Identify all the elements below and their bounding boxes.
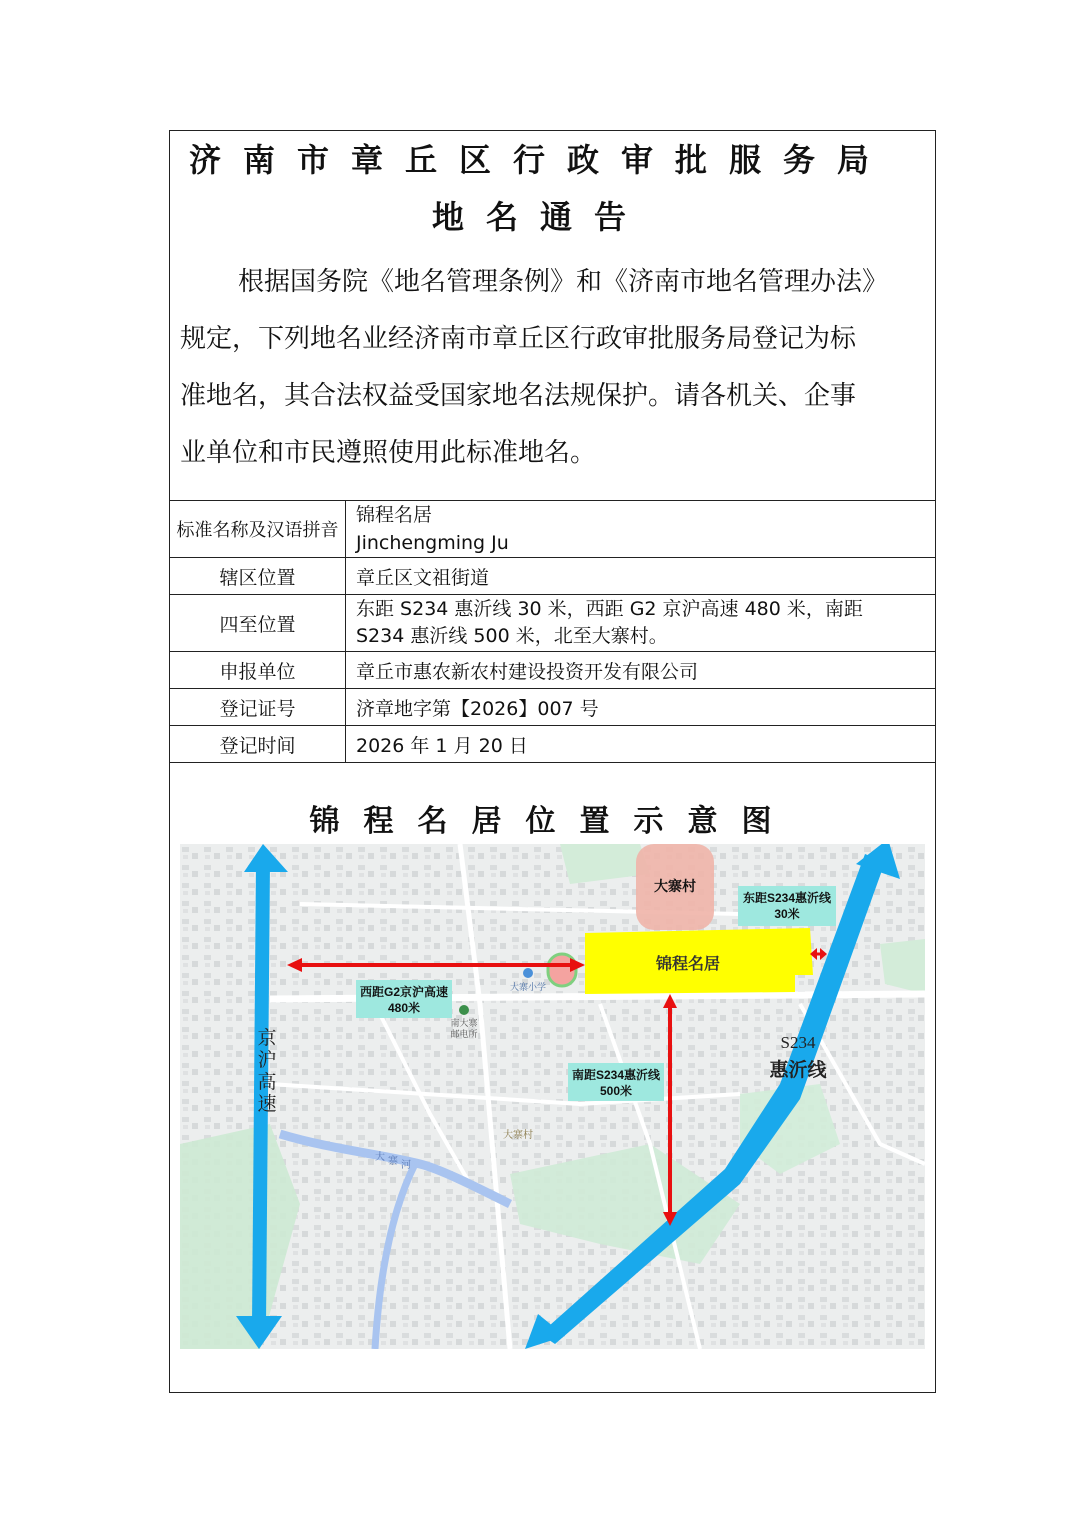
table-row	[170, 689, 936, 726]
post-office-icon	[459, 1005, 469, 1015]
row-label: 申报单位	[170, 652, 346, 689]
west-label-line2: 480米	[387, 1001, 421, 1015]
post-label-line1: 南大寨	[450, 1018, 478, 1028]
value-line: Jinchengming Ju	[356, 532, 509, 554]
location-map	[180, 844, 925, 1349]
table-row	[170, 501, 936, 558]
east-label-line1: 东距S234惠沂线	[742, 891, 832, 905]
expressway-char: 京	[257, 1028, 277, 1049]
road-name-label: 惠沂线	[769, 1060, 827, 1081]
value-line: S234 惠沂线 500 米，北至大寨村。	[356, 625, 668, 647]
school-label: 大寨小学	[509, 982, 547, 992]
paragraph-line: 根据国务院《地名管理条例》和《济南市地名管理办法》	[238, 267, 889, 297]
notice-paragraph	[180, 254, 932, 482]
value-line: 锦程名居	[356, 504, 433, 526]
row-value: 2026 年 1 月 20 日	[346, 726, 936, 763]
map-canvas	[180, 844, 925, 1349]
west-label-line1: 西距G2京沪高速	[359, 985, 449, 999]
school-icon	[523, 968, 533, 978]
row-label: 辖区位置	[170, 558, 346, 595]
river-char: 大	[375, 1152, 385, 1163]
site-label: 锦程名居	[655, 956, 721, 973]
row-label: 登记时间	[170, 726, 346, 763]
row-value: 章丘区文祖街道	[346, 558, 936, 595]
table-row	[170, 726, 936, 763]
row-label: 四至位置	[170, 595, 346, 652]
row-value	[346, 501, 936, 558]
paragraph-line: 准地名，其合法权益受国家地名法规保护。请各机关、企事	[180, 381, 857, 411]
map-title: 锦程名居位置示意图	[309, 804, 796, 839]
table-row	[170, 595, 936, 652]
table-row	[170, 652, 936, 689]
notice-subtitle: 地名通告	[431, 198, 648, 236]
expressway-char: 沪	[257, 1050, 277, 1071]
road-code-label: S234	[780, 1033, 816, 1052]
paragraph-line: 业单位和市民遵照使用此标准地名。	[180, 438, 597, 468]
river-char: 寨	[388, 1156, 398, 1167]
row-value	[346, 595, 936, 652]
row-label: 标准名称及汉语拼音	[170, 501, 346, 558]
south-label-line2: 500米	[599, 1084, 633, 1098]
row-value: 章丘市惠农新农村建设投资开发有限公司	[346, 652, 936, 689]
row-label: 登记证号	[170, 689, 346, 726]
village-top-label: 大寨村	[654, 878, 696, 894]
info-table	[169, 500, 936, 763]
south-label-line1: 南距S234惠沂线	[571, 1068, 661, 1082]
expressway-char: 高	[257, 1072, 277, 1093]
notice-title: 济南市章丘区行政审批服务局	[188, 141, 891, 179]
value-line: 东距 S234 惠沂线 30 米，西距 G2 京沪高速 480 米，南距	[356, 598, 863, 620]
paragraph-line: 规定，下列地名业经济南市章丘区行政审批服务局登记为标	[180, 324, 857, 354]
table-row	[170, 558, 936, 595]
row-value: 济章地字第【2026】007 号	[346, 689, 936, 726]
east-label-line2: 30米	[774, 907, 800, 921]
post-label-line2: 邮电所	[450, 1029, 478, 1039]
village-small-label: 大寨村	[503, 1130, 533, 1141]
river-char: 河	[401, 1160, 411, 1171]
expressway-char: 速	[257, 1094, 277, 1115]
